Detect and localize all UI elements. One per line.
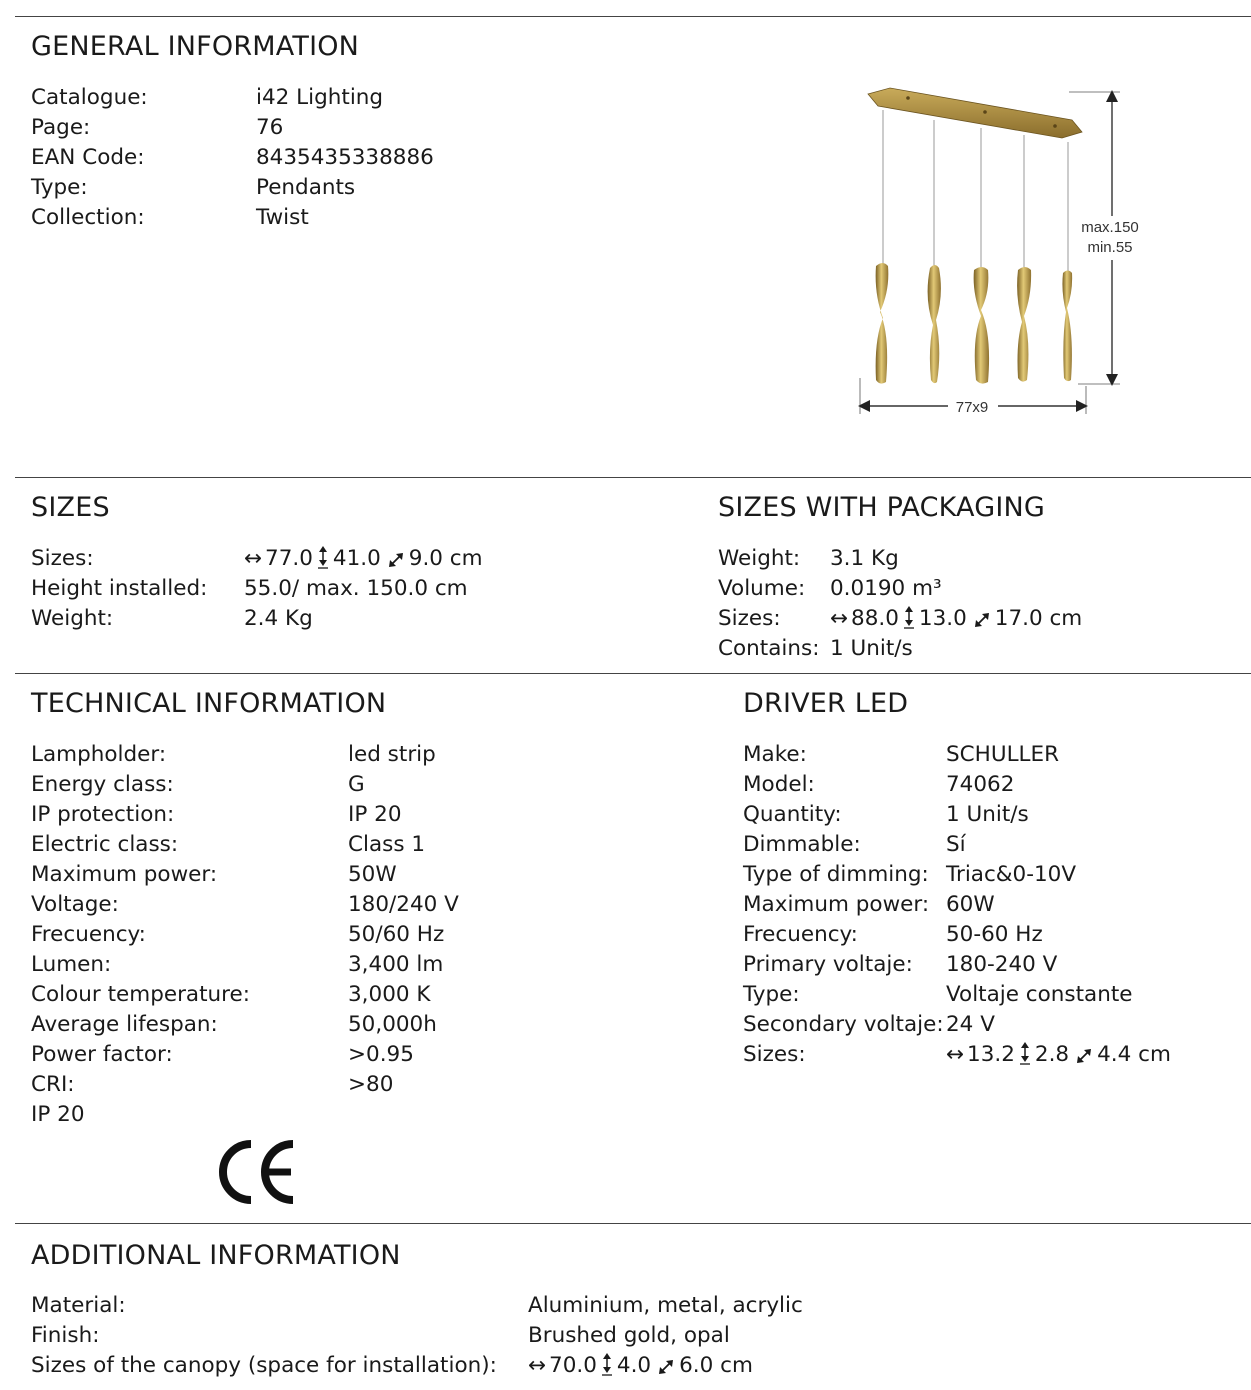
row-label: IP 20 — [31, 1102, 85, 1127]
up-down-arrow-icon — [903, 604, 917, 634]
size-width: 70.0 — [549, 1353, 597, 1378]
row-value: 3.1 Kg — [830, 546, 899, 571]
row-label: Material: — [31, 1293, 126, 1318]
width-label: 77x9 — [955, 399, 989, 416]
divider-additional — [15, 1223, 1251, 1224]
size-width: 77.0 — [265, 546, 313, 571]
technical-row — [31, 830, 691, 860]
sizes-row-height — [31, 574, 671, 604]
row-value: Voltaje constante — [946, 982, 1133, 1007]
row-label: Sizes: — [718, 606, 781, 631]
technical-row — [31, 1070, 691, 1100]
size-depth: 17.0 cm — [994, 606, 1083, 631]
general-row-collection — [31, 203, 631, 233]
row-value: 50,000h — [348, 1012, 437, 1037]
row-label: Type of dimming: — [743, 862, 929, 887]
technical-row — [31, 860, 691, 890]
top-divider — [15, 16, 1251, 17]
row-label: Secondary voltaje: — [743, 1012, 944, 1037]
packaging-row-sizes — [718, 604, 1238, 634]
row-label: Lampholder: — [31, 742, 167, 767]
row-value: SCHULLER — [946, 742, 1060, 767]
additional-row-canopy — [31, 1351, 1031, 1381]
row-value: 3,000 K — [348, 982, 431, 1007]
general-title: GENERAL INFORMATION — [31, 31, 360, 62]
row-label: Electric class: — [31, 832, 179, 857]
size-height: 4.0 — [616, 1353, 652, 1378]
row-value: 24 V — [946, 1012, 995, 1037]
general-row-page — [31, 113, 631, 143]
driver-row — [743, 1010, 1243, 1040]
row-label: Maximum power: — [743, 892, 930, 917]
row-label: Lumen: — [31, 952, 112, 977]
sizes-row-weight — [31, 604, 671, 634]
pendant-4 — [1017, 267, 1031, 382]
driver-row — [743, 890, 1243, 920]
left-right-arrow-icon: ↔ — [244, 546, 263, 571]
row-value: 8435435338886 — [256, 145, 434, 170]
general-row-catalogue — [31, 83, 631, 113]
size-height: 41.0 — [332, 546, 381, 571]
row-label: Dimmable: — [743, 832, 861, 857]
row-label: Energy class: — [31, 772, 174, 797]
row-label: Catalogue: — [31, 85, 148, 110]
row-value: >80 — [348, 1072, 394, 1097]
driver-list — [743, 740, 1243, 1070]
packaging-title: SIZES WITH PACKAGING — [718, 492, 1046, 523]
row-value: 2.4 Kg — [244, 606, 313, 631]
row-label: Average lifespan: — [31, 1012, 218, 1037]
row-label: Volume: — [718, 576, 806, 601]
row-label: Make: — [743, 742, 807, 767]
additional-row-finish — [31, 1321, 1031, 1351]
row-value: 74062 — [946, 772, 1015, 797]
up-down-arrow-icon — [601, 1351, 615, 1381]
driver-row — [743, 740, 1243, 770]
row-label: Contains: — [718, 636, 820, 661]
driver-title: DRIVER LED — [743, 688, 909, 719]
pendant-2 — [928, 265, 941, 383]
size-height: 13.0 — [918, 606, 967, 631]
packaging-row-contains — [718, 634, 1238, 664]
pendant-1 — [876, 263, 889, 384]
row-label: Colour temperature: — [31, 982, 250, 1007]
row-value: 180/240 V — [348, 892, 459, 917]
diagonal-arrow-icon — [1075, 1040, 1093, 1070]
left-right-arrow-icon: ↔ — [946, 1042, 965, 1067]
up-down-arrow-icon — [317, 544, 331, 574]
diagonal-arrow-icon — [657, 1351, 675, 1381]
additional-title: ADDITIONAL INFORMATION — [31, 1240, 401, 1271]
packaging-list — [718, 544, 1238, 664]
row-value: 1 Unit/s — [830, 636, 913, 661]
technical-row-ip — [31, 1100, 691, 1130]
row-value: Class 1 — [348, 832, 426, 857]
row-label: Finish: — [31, 1323, 100, 1348]
row-value: 76 — [256, 115, 284, 140]
row-value: Sí — [946, 832, 966, 857]
additional-row-material — [31, 1291, 1031, 1321]
row-value: Pendants — [256, 175, 356, 200]
row-label: Frecuency: — [31, 922, 146, 947]
row-label: Height installed: — [31, 576, 208, 601]
row-label: Primary voltaje: — [743, 952, 913, 977]
row-value: 50W — [348, 862, 397, 887]
technical-row — [31, 1010, 691, 1040]
row-label: EAN Code: — [31, 145, 145, 170]
pendant-3 — [974, 267, 989, 384]
technical-row — [31, 980, 691, 1010]
driver-row — [743, 800, 1243, 830]
row-value: >0.95 — [348, 1042, 414, 1067]
driver-row — [743, 920, 1243, 950]
row-label: CRI: — [31, 1072, 75, 1097]
row-label: Voltage: — [31, 892, 119, 917]
general-row-ean — [31, 143, 631, 173]
row-value: 1 Unit/s — [946, 802, 1029, 827]
technical-row — [31, 920, 691, 950]
size-height: 2.8 — [1034, 1042, 1070, 1067]
row-value: 60W — [946, 892, 995, 917]
pendant-5 — [1062, 271, 1072, 382]
technical-row — [31, 890, 691, 920]
height-max-label: max.150 — [1081, 219, 1139, 236]
packaging-row-volume — [718, 574, 1238, 604]
sizes-row-dimensions — [31, 544, 671, 574]
driver-row — [743, 770, 1243, 800]
size-depth: 6.0 cm — [679, 1353, 753, 1378]
general-row-type — [31, 173, 631, 203]
row-value: 50/60 Hz — [348, 922, 445, 947]
row-label: Power factor: — [31, 1042, 173, 1067]
driver-row — [743, 830, 1243, 860]
canopy-shape — [868, 88, 1082, 138]
diagonal-arrow-icon — [973, 604, 991, 634]
divider-sizes — [15, 477, 1251, 478]
row-value: IP 20 — [348, 802, 402, 827]
row-label: Weight: — [31, 606, 114, 631]
size-width: 88.0 — [851, 606, 899, 631]
row-label: Weight: — [718, 546, 801, 571]
row-value: 3,400 lm — [348, 952, 444, 977]
technical-row — [31, 740, 691, 770]
left-right-arrow-icon: ↔ — [830, 606, 849, 631]
row-label: Sizes: — [743, 1042, 806, 1067]
row-label: Type: — [31, 175, 88, 200]
product-dimension-figure — [850, 80, 1160, 420]
row-label: Quantity: — [743, 802, 842, 827]
row-label: Page: — [31, 115, 91, 140]
row-value: G — [348, 772, 365, 797]
size-depth: 4.4 cm — [1097, 1042, 1171, 1067]
driver-row — [743, 860, 1243, 890]
diagonal-arrow-icon — [387, 544, 405, 574]
packaging-row-weight — [718, 544, 1238, 574]
up-down-arrow-icon — [1019, 1040, 1033, 1070]
row-label: IP protection: — [31, 802, 175, 827]
row-value: Aluminium, metal, acrylic — [528, 1293, 803, 1318]
left-right-arrow-icon: ↔ — [528, 1353, 547, 1378]
row-label: Maximum power: — [31, 862, 218, 887]
sizes-list — [31, 544, 671, 634]
row-label: Model: — [743, 772, 815, 797]
row-label: Collection: — [31, 205, 145, 230]
technical-row — [31, 1040, 691, 1070]
height-min-label: min.55 — [1087, 239, 1133, 256]
row-value: led strip — [348, 742, 436, 767]
technical-row — [31, 770, 691, 800]
row-value: i42 Lighting — [256, 85, 384, 110]
ce-mark-icon — [213, 1140, 299, 1204]
row-value: Twist — [256, 205, 309, 230]
driver-row — [743, 980, 1243, 1010]
divider-technical — [15, 673, 1251, 674]
row-label: Sizes of the canopy (space for installation): — [31, 1353, 497, 1378]
technical-list — [31, 740, 691, 1130]
size-width: 13.2 — [967, 1042, 1015, 1067]
row-value: Brushed gold, opal — [528, 1323, 730, 1348]
row-value: 55.0/ max. 150.0 cm — [244, 576, 468, 601]
row-label: Sizes: — [31, 546, 94, 571]
driver-row-sizes — [743, 1040, 1243, 1070]
row-value: 50-60 Hz — [946, 922, 1043, 947]
row-value: Triac&0-10V — [946, 862, 1077, 887]
technical-row — [31, 950, 691, 980]
size-depth: 9.0 cm — [408, 546, 483, 571]
row-value: 0.0190 m³ — [830, 576, 942, 601]
additional-list — [31, 1291, 1031, 1381]
row-label: Frecuency: — [743, 922, 858, 947]
row-value: 180-240 V — [946, 952, 1058, 977]
technical-title: TECHNICAL INFORMATION — [31, 688, 387, 719]
technical-row — [31, 800, 691, 830]
row-label: Type: — [743, 982, 800, 1007]
sizes-title: SIZES — [31, 492, 110, 523]
driver-row — [743, 950, 1243, 980]
general-list — [31, 83, 631, 233]
